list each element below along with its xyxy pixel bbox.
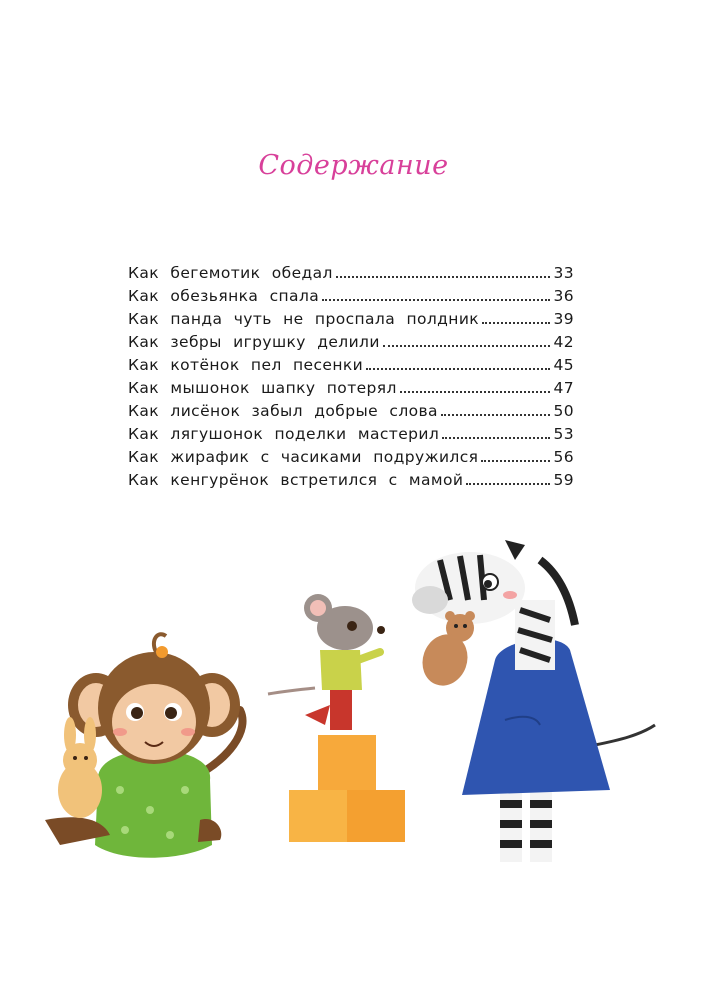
- toc-entry-title: Как обезьянка спала: [128, 287, 320, 305]
- dot-leader: [336, 275, 551, 278]
- toc-entry-page: 56: [553, 448, 574, 466]
- dot-leader: [400, 390, 551, 393]
- toc-entry[interactable]: [128, 402, 574, 425]
- dot-leader: [366, 367, 550, 370]
- toc-entry-page: 39: [553, 310, 574, 328]
- toc-entry-page: 42: [553, 333, 574, 351]
- toc-entry-page: 53: [553, 425, 574, 443]
- toc-entry-title: Как лягушонок поделки мастерил: [128, 425, 440, 443]
- dot-leader: [441, 413, 551, 416]
- monkey-illustration: [45, 634, 243, 858]
- dot-leader: [481, 459, 550, 462]
- toc-entry-page: 33: [553, 264, 574, 282]
- toc-entry-title: Как мышонок шапку потерял: [128, 379, 397, 397]
- dot-leader: [322, 298, 550, 301]
- toc-entry-page: 50: [553, 402, 574, 420]
- dot-leader: [442, 436, 550, 439]
- toc-entry-page: 36: [553, 287, 574, 305]
- toc-entry[interactable]: [128, 287, 574, 310]
- mouse-illustration: [268, 594, 385, 730]
- table-of-contents: [128, 264, 574, 494]
- toc-entry[interactable]: [128, 264, 574, 287]
- toc-entry-title: Как зебры игрушку делили: [128, 333, 380, 351]
- toc-entry-title: Как котёнок пел песенки: [128, 356, 364, 374]
- page-title: Содержание: [258, 150, 449, 181]
- zebra-illustration: [412, 540, 655, 862]
- toc-entry[interactable]: [128, 356, 574, 379]
- toc-entry-title: Как лисёнок забыл добрые слова: [128, 402, 438, 420]
- toc-entry-title: Как бегемотик обедал: [128, 264, 333, 282]
- toc-entry[interactable]: [128, 471, 574, 494]
- toc-entry[interactable]: [128, 333, 574, 356]
- toc-entry-title: Как жирафик с часиками подружился: [128, 448, 479, 466]
- illustration: [0, 520, 707, 900]
- dot-leader: [383, 344, 551, 347]
- toc-entry[interactable]: [128, 448, 574, 471]
- toc-entry[interactable]: [128, 425, 574, 448]
- toc-entry-title: Как панда чуть не проспала полдник: [128, 310, 480, 328]
- toc-entry[interactable]: [128, 379, 574, 402]
- toc-entry-page: 59: [553, 471, 574, 489]
- blocks-illustration: [289, 735, 405, 842]
- toc-entry[interactable]: [128, 310, 574, 333]
- dot-leader: [482, 321, 550, 324]
- toc-entry-page: 45: [553, 356, 574, 374]
- toc-entry-page: 47: [553, 379, 574, 397]
- toc-entry-title: Как кенгурёнок встретился с мамой: [128, 471, 464, 489]
- dot-leader: [466, 482, 550, 485]
